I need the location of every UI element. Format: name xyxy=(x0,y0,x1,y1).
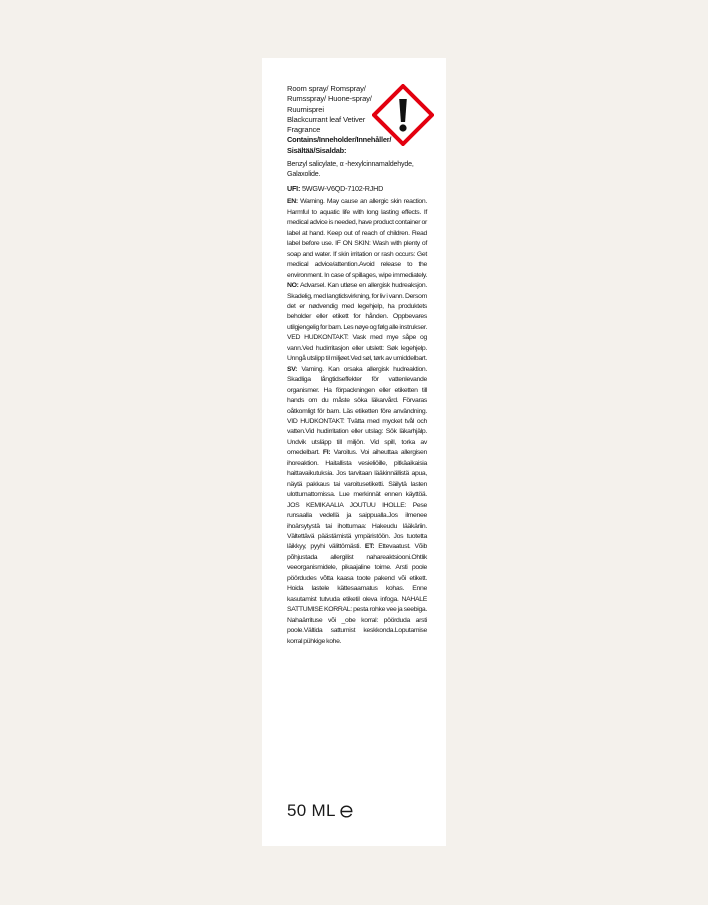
warning-text-sv: Varning. Kan orsaka allergisk hudreaktion. Skadliga långtidseffekter för vattenlevande organismer. Ha förpackningen eller etiketten till hands om du måste söka läkarvård. Förvaras oåtkomligt för barn. Läs etiketten före användning. VID HUDKONTAKT: Tvätta med mycket tvål och vatten.Vid hudirritation eller utslag: Sök läkarhjälp. Undvik utsläpp till miljön. Vid spill, torka av omedelbart. xyxy=(287,365,427,457)
e-mark-icon xyxy=(339,804,354,819)
warning-text-no: Advarsel. Kan utløse en allergisk hudreaksjon. Skadelig, med langtidsvirkning, for liv i vann. Dersom det er nødvendig med legehjelp, ha produktets beholder eller etikett for hånden. Oppbevares utilgjengelig for barn. Les nøye og følg alle instrukser. VED HUDKONTAKT: Vask med mye såpe og vann.Ved hudirritasjon eller utslett: Søk legehjelp. Unngå utslipp til miljøet.Ved søl, tørk av umiddelbart. xyxy=(287,282,427,363)
warning-lang-et: ET: xyxy=(364,543,375,551)
product-name xyxy=(287,84,371,135)
volume-text: 50 ML xyxy=(287,801,336,820)
ufi-line xyxy=(287,184,434,194)
product-name-line: Room spray/ Romspray/ xyxy=(287,84,366,93)
product-name-line: Fragrance xyxy=(287,125,321,135)
warning-lang-fi: FI: xyxy=(322,449,331,457)
warning-lang-no: NO: xyxy=(287,282,299,290)
warning-text-fi: Varoitus. Voi aiheuttaa allergisen ihoreaktion. Haitallista vesieliöille, pitkäaikaisia haittavaikutuksia. Jos tarvitaan lääkinnällistä apua, näytä pakkaus tai varoitusetiketti. Säilytä lasten ulottumattomissa. Lue merkinnät ennen käyttöä. JOS KEMIKAALIA JOUTUU IHOLLE: Pese runsaalla vedellä ja saippualla.Jos ilmenee ihoärsytystä tai ihottumaa: Hakeudu lääkäriin. Vältettävä päästämistä ympäristöön. Jos tuotetta läikkyy, pyyhi välittömästi. xyxy=(287,449,427,551)
ghs-exclamation-mark-icon xyxy=(372,84,434,146)
product-name-line: Ruumisprei xyxy=(287,104,324,114)
volume-mark xyxy=(287,801,354,821)
product-name-line: Blackcurrant leaf Vetiver xyxy=(287,114,366,124)
ingredients-list: Benzyl salicylate, α -hexylcinnamaldehyde, Galaxolide. xyxy=(287,160,414,179)
contains-heading-line: Contains/Inneholder/Innehåller/ xyxy=(287,135,392,145)
safety-warnings xyxy=(287,197,427,646)
contains-heading-line: Sisältää/Sisaldab: xyxy=(287,145,347,155)
product-name-line: Rumsspray/ Huone-spray/ xyxy=(287,94,372,104)
warning-lang-en: EN: xyxy=(287,198,298,206)
ufi-label: UFI: xyxy=(287,184,301,194)
warning-lang-sv: SV: xyxy=(287,365,298,373)
warning-text-en: Warning. May cause an allergic skin reaction. Harmful to aquatic life with long lasting effects. If medical advice is needed, have product container or label at hand. Keep out of reach of children. Read label before use. IF ON SKIN: Wash with plenty of soap and water. If skin irritation or rash occurs: Get medical advice/attention.Avoid release to the environment. In case of spillages, wipe immediately. xyxy=(287,198,427,279)
warning-text-et: Ettevaatust. Võib põhjustada allergilist nahareaktsiooni.Ohtlik veeorganismidele, pikaajaline toime. Arsti poole pöördudes võtta kaasa toote pakend või etikett. Hoida lastele kättesaamatus kohas. Enne kasutamist tutvuda etiketil oleva infoga. NAHALE SATTUMISE KORRAL: pesta rohke vee ja seebiga. Nahaärrituse või _obe korral: pöörduda arsti poole.Vältida sattumist keskkonda.Loputamise korral pühkige kohe. xyxy=(287,543,427,645)
ufi-code: 5WGW-V6QD-7102-RJHD xyxy=(301,184,384,194)
product-label xyxy=(262,58,446,846)
